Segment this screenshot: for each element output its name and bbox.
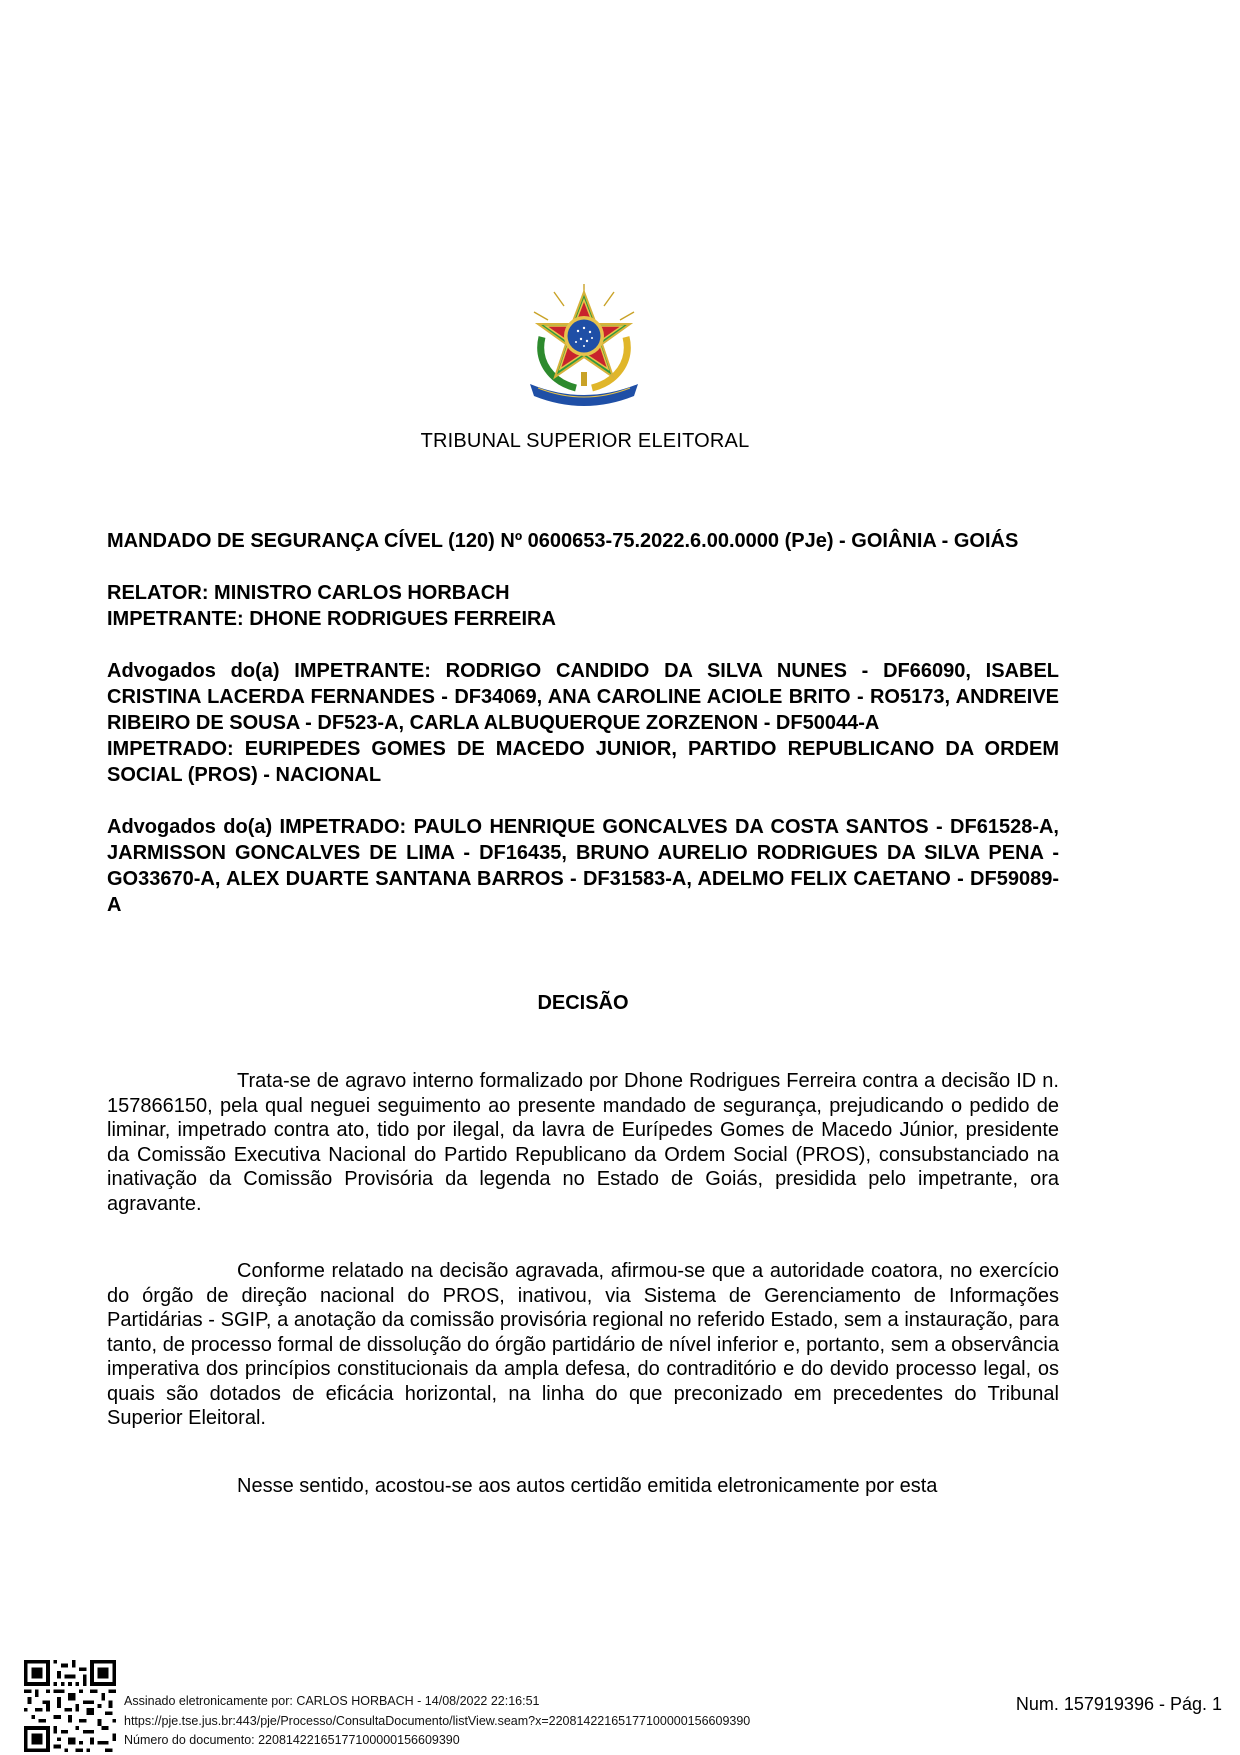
case-heading: MANDADO DE SEGURANÇA CÍVEL (120) Nº 0600653-75.2022.6.00.0000 (PJe) - GOIÂNIA - GOIÁS — [107, 530, 1019, 552]
impetrado-lawyers: Advogados do(a) IMPETRADO: PAULO HENRIQUE GONCALVES DA COSTA SANTOS - DF61528-A, JARMISSON GONCALVES DE LIMA - DF16435, BRUNO AURELIO RODRIGUES DA SILVA PENA - GO33670-A, ALEX DUARTE SANTANA BARROS - DF31583-A, ADELMO FELIX CAETANO - DF59089-A — [107, 816, 1059, 916]
document-body — [107, 528, 1059, 1541]
paragraph-2: Conforme relatado na decisão agravada, afirmou-se que a autoridade coatora, no exercício do órgão de direção nacional do PROS, inativou, via Sistema de Gerenciamento de Informações Partidárias - SGIP, a anotação da comissão provisória regional no referido Estado, sem a instauração, para tanto, de processo formal de dissolução do órgão partidário de nível inferior e, portanto, sem a observância imperativa dos princípios constitucionais da ampla defesa, do contraditório e do devido processo legal, os quais são dotados de eficácia horizontal, na linha do que preconizado em precedentes do Tribunal Superior Eleitoral. — [107, 1260, 1059, 1429]
paragraph-1: Trata-se de agravo interno formalizado por Dhone Rodrigues Ferreira contra a decisão ID n. 157866150, pela qual neguei seguimento ao presente mandado de segurança, prejudicando o pedido de liminar, impetrado contra ato, tido por ilegal, da lavra de Eurípedes Gomes de Macedo Júnior, presidente da Comissão Executiva Nacional do Partido Republicano da Ordem Social (PROS), consubstanciado na inativação da Comissão Provisória da legenda no Estado de Goiás, presidida pelo impetrante, ora agravante. — [107, 1070, 1059, 1215]
impetrado-line: IMPETRADO: EURIPEDES GOMES DE MACEDO JUNIOR, PARTIDO REPUBLICANO DA ORDEM SOCIAL (PROS) - NACIONAL — [107, 738, 1059, 786]
impetrante-line: IMPETRANTE: DHONE RODRIGUES FERREIRA — [107, 608, 556, 630]
paragraph-3: Nesse sentido, acostou-se aos autos certidão emitida eletronicamente por esta — [237, 1474, 938, 1497]
page-number: Num. 157919396 - Pág. 1 — [1015, 1694, 1222, 1714]
signature-block — [124, 1692, 750, 1751]
signature-line: Assinado eletronicamente por: CARLOS HORBACH - 14/08/2022 22:16:51 — [124, 1694, 540, 1708]
document-number: Número do documento: 22081422165177100000156609390 — [124, 1733, 460, 1747]
brazil-coat-of-arms-emblem — [524, 282, 644, 406]
document-url[interactable]: https://pje.tse.jus.br:443/pje/Processo/ConsultaDocumento/listView.seam?x=22081422165177100000156609390 — [124, 1713, 751, 1728]
relator-line: RELATOR: MINISTRO CARLOS HORBACH — [107, 582, 510, 604]
impetrante-lawyers: Advogados do(a) IMPETRANTE: RODRIGO CANDIDO DA SILVA NUNES - DF66090, ISABEL CRISTINA LACERDA FERNANDES - DF34069, ANA CAROLINE ACIOLE BRITO - RO5173, ANDREIVE RIBEIRO DE SOUSA - DF523-A, CARLA ALBUQUERQUE ZORZENON - DF50044-A — [107, 660, 1059, 734]
qr-code — [24, 1660, 116, 1752]
decision-title: DECISÃO — [537, 992, 629, 1014]
court-name: TRIBUNAL SUPERIOR ELEITORAL — [420, 430, 750, 452]
